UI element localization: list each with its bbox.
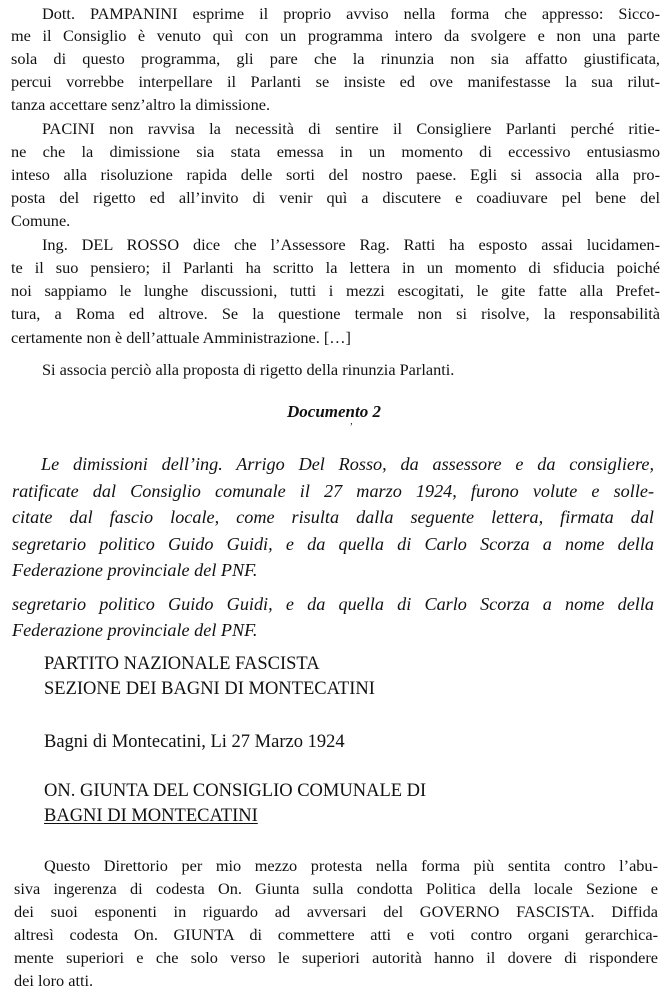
debate-line: tanza accettare senz’altro la dimissione. [11, 95, 271, 114]
letter-header-line: PARTITO NAZIONALE FASCISTA [44, 654, 320, 674]
debate-line: te il suo pensiero; il Parlanti ha scritto la lettera in un momento di sfiducia poiché [11, 258, 660, 277]
intro-line: Le dimissioni dell’ing. Arrigo Del Rosso, da assessore e da consigliere, [41, 454, 654, 474]
debate-line: Si associa perciò alla proposta di rigetto della rinunzia Parlanti. [42, 360, 455, 379]
debate-line: percui vorrebbe interpellare il Parlanti se insiste ed ove manifestasse la sua rilut- [11, 72, 660, 91]
letter-body-line: mente superiori e che solo verso le superiori autorità hanno il dovere di rispondere [14, 948, 658, 967]
debate-line: noi sappiamo le lunghe discussioni, tutti i mezzi escogitati, le gite fatte alla Prefet- [11, 281, 660, 300]
document-title: Documento 2 [287, 402, 381, 421]
document-mark: ’ [349, 422, 353, 433]
intro-line: citate dal fascio locale, come risulta dalla seguente lettera, firmata dal [12, 507, 654, 527]
repeat-line: Federazione provinciale del PNF. [12, 620, 258, 640]
debate-line: me il Consiglio è venuto quì con un programma intero da svolgere e non una parte [11, 26, 660, 45]
debate-line: sola di questo programma, gli pare che la rinunzia non sia affatto giustificata, [11, 49, 660, 68]
letter-body-line: dei suoi esponenti in riguardo ad avversari del GOVERNO FASCISTA. Diffida [14, 902, 658, 921]
debate-line: tura, a Roma ed altrove. Se la questione termale non si risolve, la responsabilità [11, 304, 660, 323]
debate-line: inteso alla risoluzione rapida delle sorti del nostro paese. Egli si associa alla pro- [11, 165, 660, 184]
debate-line: Ing. DEL ROSSO dice che l’Assessore Rag. Ratti ha esposto assai lucidamen- [42, 235, 660, 254]
letter-body-line: dei loro atti. [14, 971, 94, 990]
debate-line: posta del rigetto ed all’invito di venir quì a discutere e coadiuvare pel bene del [11, 188, 660, 207]
debate-line: Comune. [11, 211, 71, 230]
recipient-line: BAGNI DI MONTECATINI [44, 806, 258, 826]
letter-body-line: Questo Direttorio per mio mezzo protesta nella forma più sentita contro l’abu- [44, 856, 658, 875]
debate-line: PACINI non ravvisa la necessità di sentire il Consigliere Parlanti perché ritie- [42, 119, 660, 138]
debate-line: certamente non è dell’attuale Amministrazione. […] [11, 328, 351, 347]
debate-line: Dott. PAMPANINI esprime il proprio avviso nella forma che appresso: Sicco- [42, 4, 660, 23]
intro-line: ratificate dal Consiglio comunale il 27 marzo 1924, furono volute e solle- [12, 481, 654, 501]
letter-header-line: SEZIONE DEI BAGNI DI MONTECATINI [44, 679, 375, 699]
intro-line: Federazione provinciale del PNF. [12, 560, 258, 580]
letter-body-line: altresì codesta On. GIUNTA di commettere atti e voti contro organi gerarchica- [14, 925, 658, 944]
intro-line: segretario politico Guido Guidi, e da quella di Carlo Scorza a nome della [12, 534, 654, 554]
repeat-line: segretario politico Guido Guidi, e da quella di Carlo Scorza a nome della [12, 594, 654, 614]
recipient-line: ON. GIUNTA DEL CONSIGLIO COMUNALE DI [44, 781, 427, 801]
debate-line: ne che la dimissione sia stata emessa in un momento di eccessivo entusiasmo [11, 142, 660, 161]
letter-body-line: siva ingerenza di codesta On. Giunta sulla condotta Politica della locale Sezione e [14, 879, 658, 898]
letter-date: Bagni di Montecatini, Li 27 Marzo 1924 [44, 732, 345, 752]
